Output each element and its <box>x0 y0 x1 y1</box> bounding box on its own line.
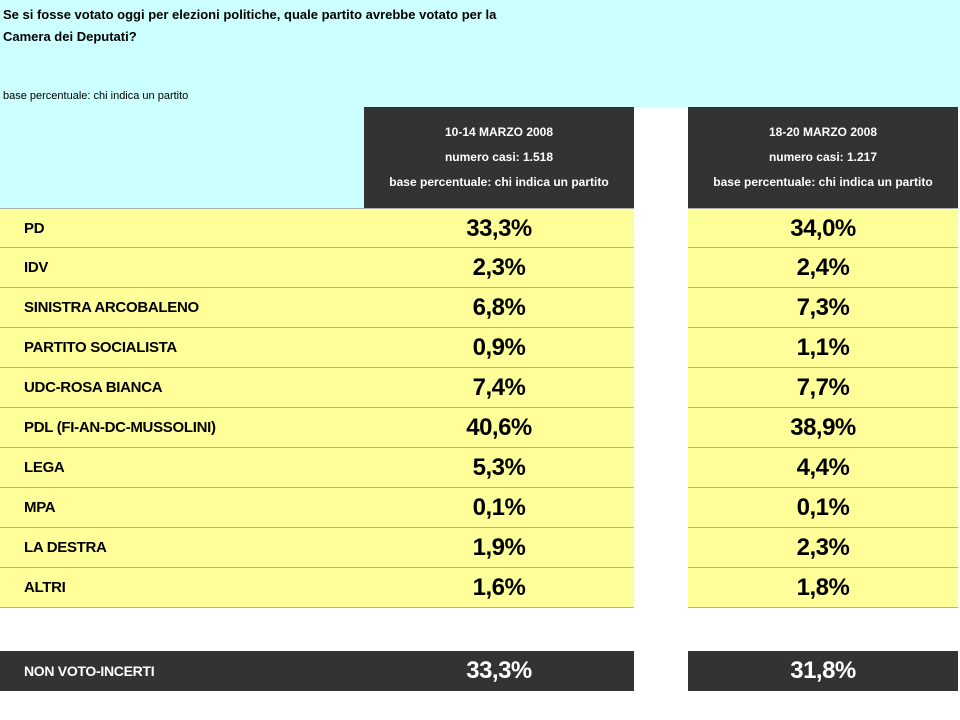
column-header-2 <box>688 107 958 208</box>
table-row <box>0 248 634 288</box>
party-label: PARTITO SOCIALISTA <box>24 339 177 356</box>
value-cell-col2: 7,3% <box>796 294 850 321</box>
table-row <box>0 368 634 408</box>
table-row-col2 <box>688 408 958 448</box>
table-row <box>0 288 634 328</box>
column-2-base: base percentuale: chi indica un partito <box>713 175 933 189</box>
party-label: PD <box>24 220 45 237</box>
table-row <box>0 208 634 248</box>
table-row <box>0 568 634 608</box>
table-row <box>0 328 634 368</box>
column-header-1 <box>364 107 634 208</box>
value-cell-col2: 2,3% <box>796 534 850 561</box>
value-cell-col1: 0,1% <box>472 494 526 521</box>
footer-row <box>0 651 634 691</box>
value-cell-col1: 5,3% <box>472 454 526 481</box>
table-row-col2 <box>688 328 958 368</box>
table-row-col2 <box>688 208 958 248</box>
column-1-cases: numero casi: 1.518 <box>444 150 554 164</box>
header-band-left <box>0 107 364 208</box>
value-cell-col2: 1,1% <box>796 334 850 361</box>
table-row-col2 <box>688 288 958 328</box>
footer-value-col2: 31,8% <box>790 657 856 684</box>
party-label: SINISTRA ARCOBALENO <box>24 299 199 316</box>
value-cell-col2: 38,9% <box>790 414 856 441</box>
party-label: LEGA <box>24 459 65 476</box>
party-label: LA DESTRA <box>24 539 107 556</box>
party-label: MPA <box>24 499 56 516</box>
column-1-base: base percentuale: chi indica un partito <box>389 175 609 189</box>
table-row-col2 <box>688 248 958 288</box>
value-cell-col2: 4,4% <box>796 454 850 481</box>
table-row <box>0 408 634 448</box>
table-row <box>0 448 634 488</box>
table-row <box>0 528 634 568</box>
table-row-col2 <box>688 488 958 528</box>
value-cell-col1: 33,3% <box>466 215 532 242</box>
value-cell-col2: 1,8% <box>796 574 850 601</box>
value-cell-col1: 0,9% <box>472 334 526 361</box>
party-label: UDC-ROSA BIANCA <box>24 379 163 396</box>
party-label: IDV <box>24 259 49 276</box>
value-cell-col1: 7,4% <box>472 374 526 401</box>
table-row-col2 <box>688 528 958 568</box>
table-row-col2 <box>688 568 958 608</box>
footer-value-col1: 33,3% <box>466 657 532 684</box>
party-label: PDL (FI-AN-DC-MUSSOLINI) <box>24 419 216 436</box>
column-2-title: 18-20 MARZO 2008 <box>768 125 878 139</box>
column-2-cases: numero casi: 1.217 <box>768 150 878 164</box>
footer-label: NON VOTO-INCERTI <box>24 663 155 679</box>
value-cell-col1: 1,6% <box>472 574 526 601</box>
value-cell-col2: 0,1% <box>796 494 850 521</box>
value-cell-col2: 2,4% <box>796 254 850 281</box>
value-cell-col1: 40,6% <box>466 414 532 441</box>
value-cell-col1: 6,8% <box>472 294 526 321</box>
value-cell-col2: 34,0% <box>790 215 856 242</box>
question-text: Se si fosse votato oggi per elezioni politiche, quale partito avrebbe votato per la Camera dei Deputati? <box>3 7 497 44</box>
table-row-col2 <box>688 448 958 488</box>
value-cell-col1: 2,3% <box>472 254 526 281</box>
party-label: ALTRI <box>24 579 66 596</box>
table-row <box>0 488 634 528</box>
base-note: base percentuale: chi indica un partito <box>3 90 189 102</box>
table-row-col2 <box>688 368 958 408</box>
footer-row-col2 <box>688 651 958 691</box>
value-cell-col2: 7,7% <box>796 374 850 401</box>
column-1-title: 10-14 MARZO 2008 <box>444 125 554 139</box>
value-cell-col1: 1,9% <box>472 534 526 561</box>
